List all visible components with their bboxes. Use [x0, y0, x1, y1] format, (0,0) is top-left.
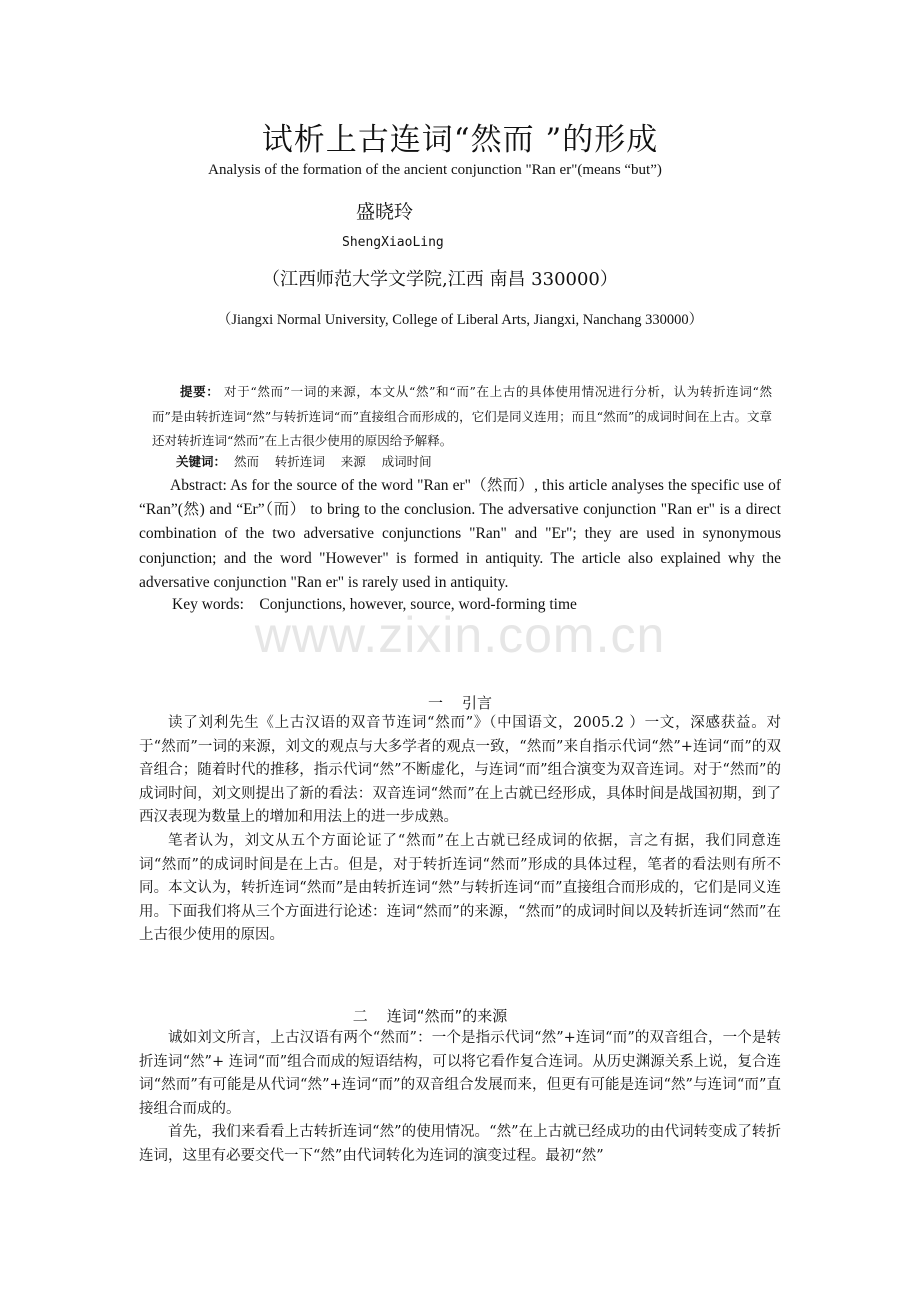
paper-subtitle-en: Analysis of the formation of the ancient conjunction "Ran er"(means “but”) [208, 162, 662, 178]
abstract-cn-label: 提要： [180, 384, 220, 399]
abstract-cn [152, 380, 772, 454]
section-heading-1: 一 引言 [427, 694, 493, 712]
abstract-en-text: Abstract: As for the source of the word "Ran er"（然而）, this article analyses the specific use of “Ran”(然) and “Er”（而） to bring to the conclusion. The adversative conjunction "Ran er" is a direct combination of the two adversative conjunctions "Ran" and "Er"; they are used in synonymous conjunction; and the word "However" is formed in antiquity. The article also explained why the adversative conjunction "Ran er" is rarely used in antiquity. [139, 477, 781, 591]
section-1-body [139, 712, 781, 948]
section-heading-2: 二 连词“然而”的来源 [352, 1007, 508, 1025]
keywords-cn [176, 452, 432, 470]
keywords-cn-label: 关键词： [176, 454, 227, 469]
keywords-en: Key words: Conjunctions, however, source, word-forming time [172, 596, 577, 613]
affiliation: （江西师范大学文学院,江西 南昌 330000） [262, 269, 618, 290]
paragraph: 首先，我们来看看上古转折连词“然”的使用情况。“然”在上古就已经成功的由代词转变成了转折连词，这里有必要交代一下“然”由代词转化为连词的演变过程。最初“然” [139, 1124, 781, 1164]
paragraph: 笔者认为，刘文从五个方面论证了“然而”在上古就已经成词的依据，言之有据，我们同意连词“然而”的成词时间是在上古。但是，对于转折连词“然而”形成的具体过程，笔者的看法则有所不同。本文认为，转折连词“然而”是由转折连词“然”与转折连词“而”直接组合而形成的，它们是同义连用。下面我们将从三个方面进行论述：连词“然而”的来源，“然而”的成词时间以及转折连词“然而”在上古很少使用的原因。 [139, 832, 781, 944]
affiliation-en: （Jiangxi Normal University, College of Liberal Arts, Jiangxi, Nanchang 330000） [216, 312, 704, 328]
author-name: 盛晓玲 [356, 201, 414, 223]
abstract-cn-text: 对于“然而”一词的来源，本文从“然”和“而”在上古的具体使用情况进行分析，认为转折连词“然而”是由转折连词“然”与转折连词“而”直接组合而形成的，它们是同义连用；而且“然而”的成词时间在上古。文章还对转折连词“然而”在上古很少使用的原因给予解释。 [152, 384, 772, 448]
paragraph: 诚如刘文所言，上古汉语有两个“然而”：一个是指示代词“然”+连词“而”的双音组合，一个是转折连词“然”+ 连词“而”组合而成的短语结构，可以将它看作复合连词。从历史渊源关系上说，复合连词“然而”有可能是从代词“然”+连词“而”的双音组合发展而来，但更有可能是连词“然”与连词“而”直接组合而成的。 [139, 1030, 781, 1117]
author-name-en: ShengXiaoLing [342, 235, 444, 250]
watermark: www.zixin.com.cn [254, 607, 666, 663]
section-2-body [139, 1027, 781, 1169]
paper-title: 试析上古连词“然而 ”的形成 [261, 122, 659, 158]
abstract-en [139, 474, 781, 595]
paragraph: 读了刘利先生《上古汉语的双音节连词“然而”》（中国语文，2005.2 ）一文，深感获益。对于“然而”一词的来源，刘文的观点与大多学者的观点一致，“然而”来自指示代词“然”+连词“而”的双音组合；随着时代的推移，指示代词“然”不断虚化，与连词“而”组合演变为双音连词。对于“然而”的成词时间，刘文则提出了新的看法：双音连词“然而”在上古就已经形成，具体时间是战国初期，到了西汉表现为数量上的增加和用法上的进一步成熟。 [139, 715, 781, 826]
keywords-cn-text: 然而 转折连词 来源 成词时间 [226, 454, 432, 469]
